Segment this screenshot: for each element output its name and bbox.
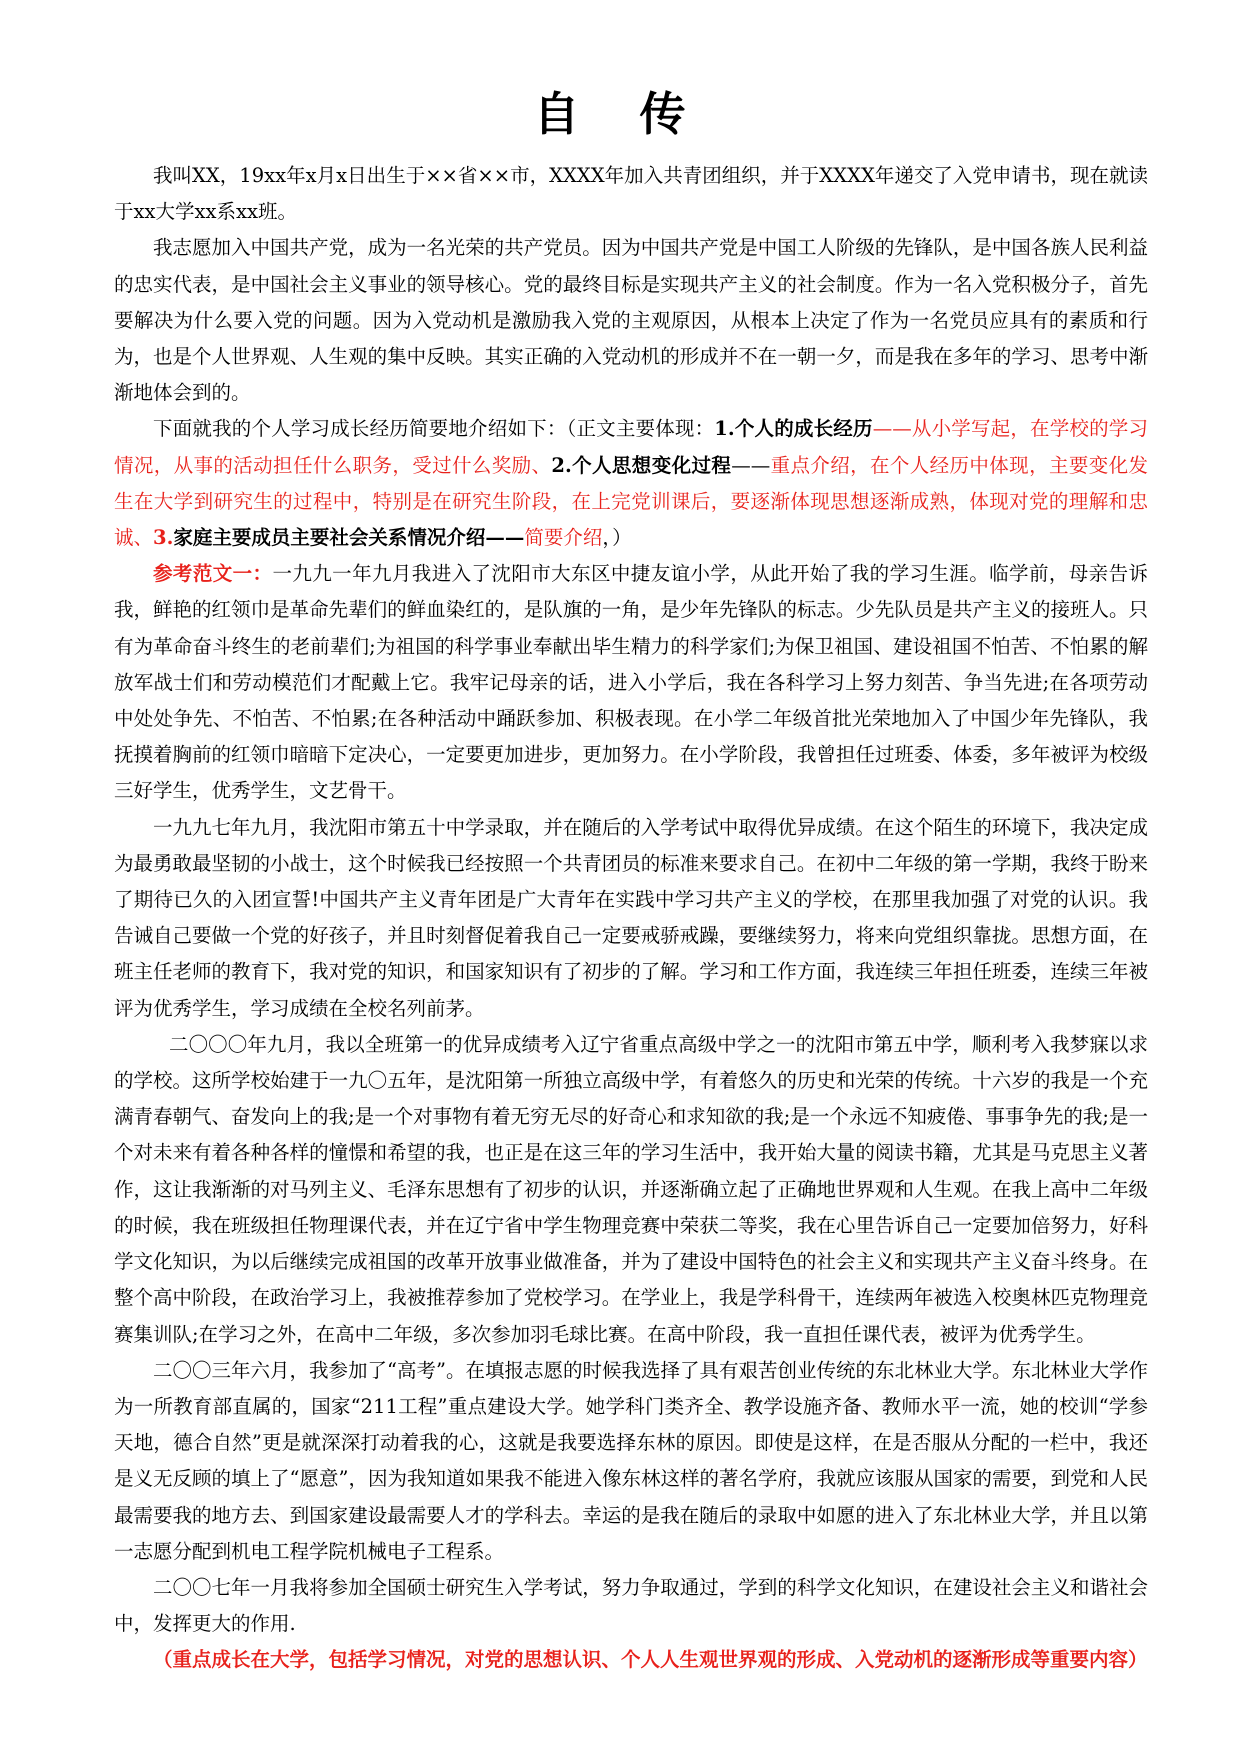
paragraph-intro: 我叫XX，19xx年x月x日出生于××省××市，XXXX年加入共青团组织，并于XXXX年递交了入党申请书，现在就读于xx大学xx系xx班。	[114, 164, 1148, 224]
outline-item2-heading: 2.个人思想变化过程	[551, 453, 732, 477]
paragraph-university: 二〇〇三年六月，我参加了“高考”。在填报志愿的时候我选择了具有艰苦创业传统的东北林业大学。东北林业大学作为一所教育部直属的，国家“211工程”重点建设大学。她学科门类齐全、教学设施齐备、教师水平一流，她的校训“学参天地，德合自然”更是就深深打动着我的心，这就是我要选择东林的原因。即使是这样，在是否服从分配的一栏中，我还是义无反顾的填上了“愿意”，因为我知道如果我不能进入像东林这样的著名学府，我就应该服从国家的需要，到党和人民最需要我的地方去、到国家建设最需要人才的学科去。幸运的是我在随后的录取中如愿的进入了东北林业大学，并且以第一志愿分配到机电工程学院机械电子工程系。	[114, 1358, 1148, 1563]
paragraph-emphasis-note: （重点成长在大学，包括学习情况，对党的思想认识、个人人生观世界观的形成、入党动机的逐渐形成等重要内容）	[153, 1648, 1148, 1672]
outline-item1-note: ——从小学写起，在学校的学习情况，从事的活动担任什么职务，受过什么奖励、	[114, 417, 1148, 477]
sample-text: 一九九一年九月我进入了沈阳市大东区中捷友谊小学，从此开始了我的学习生涯。临学前，母亲告诉我，鲜艳的红领巾是革命先辈们的鲜血染红的，是队旗的一角，是少年先锋队的标志。少先队员是共产主义的接班人。只有为革命奋斗终生的老前辈们;为祖国的科学事业奉献出毕生精力的科学家们;为保卫祖国、建设祖国不怕苦、不怕累的解放军战士们和劳动模范们才配戴上它。我牢记母亲的话，进入小学后，我在各科学习上努力刻苦、争当先进;在各项劳动中处处争先、不怕苦、不怕累;在各种活动中踊跃参加、积极表现。在小学二年级首批光荣地加入了中国少年先锋队，我抚摸着胸前的红领巾暗暗下定决心，一定要更加进步，更加努力。在小学阶段，我曾担任过班委、体委，多年被评为校级三好学生，优秀学生，文艺骨干。	[114, 562, 1148, 803]
outline-item1-heading: 1.个人的成长经历	[714, 417, 873, 441]
paragraph-outline	[114, 411, 1148, 556]
paragraph-sample-primary-school	[114, 556, 1148, 809]
outline-item3-heading: 家庭主要成员主要社会关系情况介绍——	[173, 526, 525, 550]
outline-item2-dash: ——	[731, 453, 771, 477]
outline-item3-note: 简要介绍	[524, 526, 603, 550]
outline-outro: ，）	[602, 526, 632, 550]
paragraph-graduate-plan: 二〇〇七年一月我将参加全国硕士研究生入学考试，努力争取通过，学到的科学文化知识，在建设社会主义和谐社会中，发挥更大的作用.	[114, 1575, 1148, 1636]
sample-label: 参考范文一：	[153, 562, 273, 586]
paragraph-motivation: 我志愿加入中国共产党，成为一名光荣的共产党员。因为中国共产党是中国工人阶级的先锋队，是中国各族人民利益的忠实代表，是中国社会主义事业的领导核心。党的最终目标是实现共产主义的社会制度。作为一名入党积极分子，首先要解决为什么要入党的问题。因为入党动机是激励我入党的主观原因，从根本上决定了作为一名党员应具有的素质和行为，也是个人世界观、人生观的集中反映。其实正确的入党动机的形成并不在一朝一夕，而是我在多年的学习、思考中渐渐地体会到的。	[114, 236, 1148, 405]
page-title: 自 传	[533, 87, 708, 141]
outline-intro: 下面就我的个人学习成长经历简要地介绍如下：（正文主要体现：	[153, 417, 715, 441]
outline-item3-number: 3.	[153, 526, 174, 550]
document-body	[114, 158, 1148, 1679]
outline-item2-note: 重点介绍，在个人经历中体现，主要变化发生在大学到研究生的过程中，特别是在研究生阶段，在上完党训课后，要逐渐体现思想逐渐成熟，体现对党的理解和忠诚、	[114, 453, 1148, 550]
paragraph-middle-school: 一九九七年九月，我沈阳市第五十中学录取，并在随后的入学考试中取得优异成绩。在这个陌生的环境下，我决定成为最勇敢最坚韧的小战士，这个时候我已经按照一个共青团员的标准来要求自己。在初中二年级的第一学期，我终于盼来了期待已久的入团宣誓!中国共产主义青年团是广大青年在实践中学习共产主义的学校，在那里我加强了对党的认识。我告诫自己要做一个党的好孩子，并且时刻督促着我自己一定要戒骄戒躁，要继续努力，将来向党组织靠拢。思想方面，在班主任老师的教育下，我对党的知识，和国家知识有了初步的了解。学习和工作方面，我连续三年担任班委，连续三年被评为优秀学生，学习成绩在全校名列前茅。	[114, 815, 1148, 1020]
paragraph-high-school: 二〇〇〇年九月，我以全班第一的优异成绩考入辽宁省重点高级中学之一的沈阳市第五中学，顺利考入我梦寐以求的学校。这所学校始建于一九〇五年，是沈阳第一所独立高级中学，有着悠久的历史和光荣的传统。十六岁的我是一个充满青春朝气、奋发向上的我;是一个对事物有着无穷无尽的好奇心和求知欲的我;是一个永远不知疲倦、事事争先的我;是一个对未来有着各种各样的憧憬和希望的我，也正是在这三年的学习生活中，我开始大量的阅读书籍，尤其是马克思主义著作，这让我渐渐的对马列主义、毛泽东思想有了初步的认识，并逐渐确立起了正确地世界观和人生观。在我上高中二年级的时候，我在班级担任物理课代表，并在辽宁省中学生物理竞赛中荣获二等奖，我在心里告诉自己一定要加倍努力，好科学文化知识，为以后继续完成祖国的改革开放事业做准备，并为了建设中国特色的社会主义和实现共产主义奋斗终身。在整个高中阶段，在政治学习上，我被推荐参加了党校学习。在学业上，我是学科骨干，连续两年被选入校奥林匹克物理竞赛集训队;在学习之外，在高中二年级，多次参加羽毛球比赛。在高中阶段，我一直担任课代表，被评为优秀学生。	[114, 1032, 1148, 1346]
